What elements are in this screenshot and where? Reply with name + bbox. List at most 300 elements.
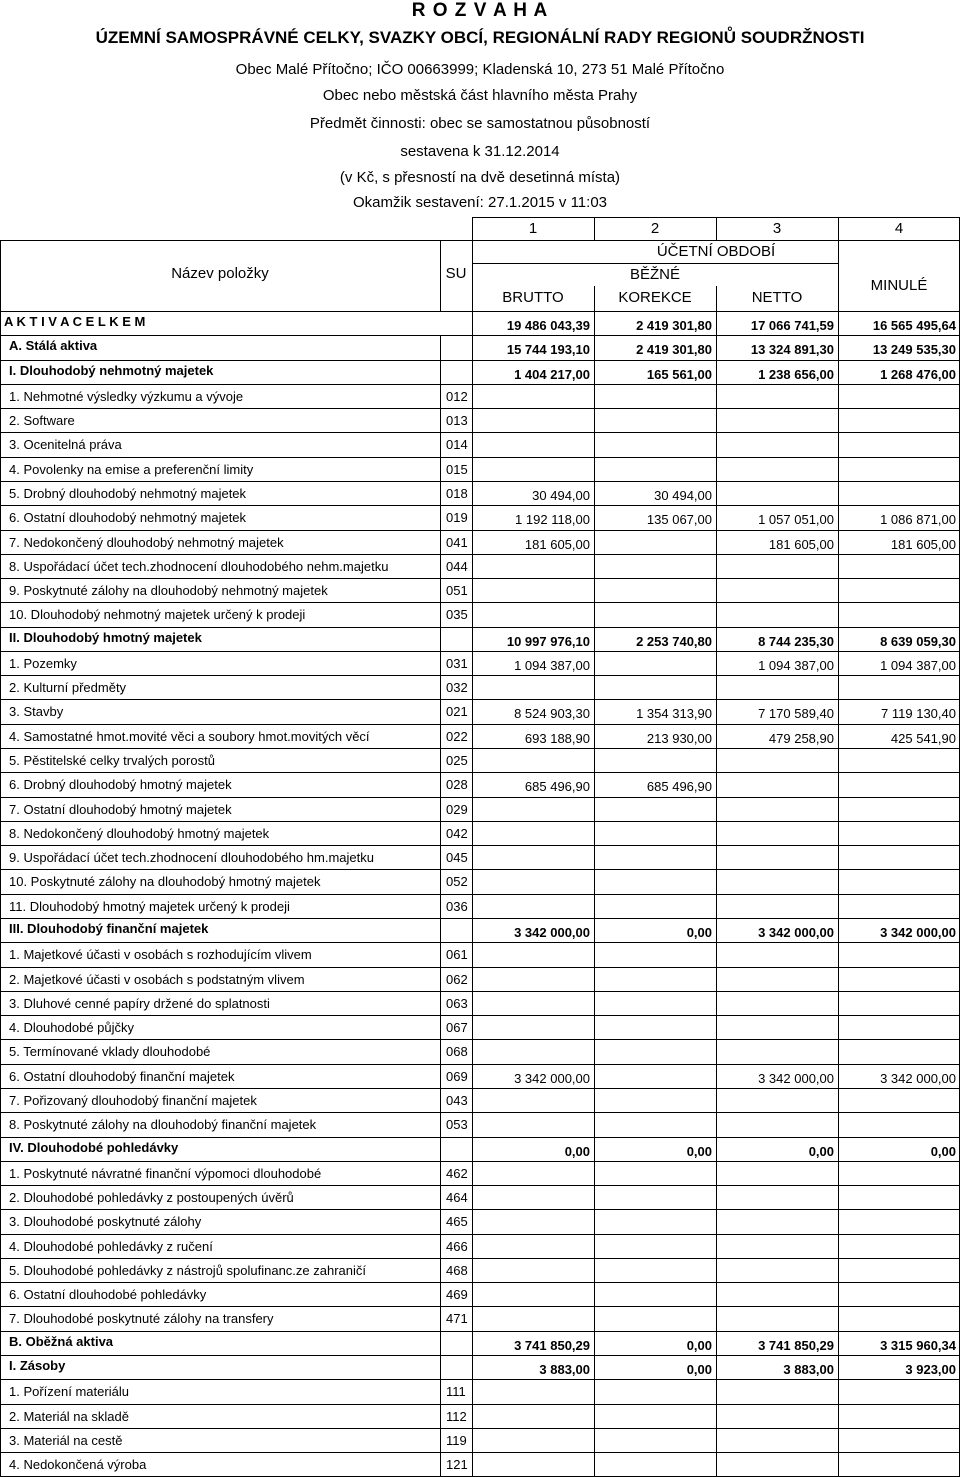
grid-line [594,1064,595,1088]
grid-line [472,1306,473,1330]
entity-type-line: Obec nebo městská část hlavního města Prahy [322,87,638,104]
grid-line [716,481,717,505]
grid-line [0,481,1,505]
row-label: 11. Dlouhodobý hmotný majetek určený k prodeji [9,898,290,914]
grid-line [440,408,441,432]
grid-line [440,772,441,796]
grid-line [838,942,839,966]
period-header: ÚČETNÍ OBDOBÍ [656,243,776,260]
value-minule: 8 639 059,30 [880,633,956,649]
grid-line [472,1015,473,1039]
grid-line [716,1306,717,1330]
grid-line [594,1428,595,1452]
su-code: 068 [446,1044,468,1060]
grid-line [472,384,473,408]
value-brutto: 8 524 903,30 [514,706,590,722]
grid-line [0,1112,960,1113]
grid-line [838,457,839,481]
grid-line [0,240,1,311]
grid-line [594,1452,595,1476]
value-brutto: 1 094 387,00 [514,657,590,673]
grid-line [440,1404,441,1428]
row-label: 3. Dlouhodobé poskytnuté zálohy [9,1214,202,1230]
value-brutto: 15 744 193,10 [506,342,590,358]
value-brutto: 181 605,00 [524,536,590,552]
grid-line [0,894,960,895]
grid-line [838,967,839,991]
value-netto: 1 238 656,00 [758,366,834,382]
row-label: 10. Dlouhodobý nehmotný majetek určený k prodeji [9,607,306,623]
grid-line [472,263,838,264]
grid-line [716,602,717,626]
grid-line [472,845,473,869]
grid-line [0,360,1,384]
grid-line [838,797,839,821]
grid-line [0,627,960,628]
grid-line [0,1209,1,1233]
timestamp-line: Okamžik sestavení: 27.1.2015 v 11:03 [352,194,608,211]
value-korekce: 30 494,00 [654,487,712,503]
grid-line [440,1015,441,1039]
grid-line [0,1064,960,1065]
grid-line [0,408,1,432]
grid-line [594,942,595,966]
grid-line [440,821,441,845]
row-label: 6. Ostatní dlouhodobý nehmotný majetek [9,510,247,526]
su-code: 052 [446,874,468,890]
grid-line [0,1331,1,1355]
row-label: 8. Poskytnuté zálohy na dlouhodobý finanční majetek [9,1117,317,1133]
row-label: 1. Majetkové účasti v osobách s rozhodujícím vlivem [9,947,312,963]
grid-line [838,1404,839,1428]
value-brutto: 3 741 850,29 [514,1337,590,1353]
su-code: 025 [446,753,468,769]
row-label: 3. Materiál na cestě [9,1432,123,1448]
su-code: 014 [446,437,468,453]
value-minule: 7 119 130,40 [881,706,956,722]
row-label: 1. Poskytnuté návratné finanční výpomoci dlouhodobé [9,1165,322,1181]
grid-line [716,967,717,991]
grid-line [838,1282,839,1306]
grid-line [472,1161,473,1185]
grid-line [0,651,960,652]
grid-line [0,748,960,749]
row-label: 8. Uspořádací účet tech.zhodnocení dlouhodobého nehm.majetku [9,558,389,574]
grid-line [0,578,960,579]
row-label: 4. Samostatné hmot.movité věci a soubory hmot.movitých věcí [9,728,370,744]
grid-line [838,432,839,456]
grid-line [594,1379,595,1403]
grid-line [0,1209,960,1210]
grid-line [472,991,473,1015]
value-netto: 3 342 000,00 [758,925,834,940]
grid-line [0,1015,960,1016]
previous-period-header: MINULÉ [870,277,928,294]
grid-line [838,217,839,311]
grid-line [472,602,473,626]
row-label: 3. Stavby [9,704,64,720]
grid-line [440,942,441,966]
grid-line [594,845,595,869]
grid-line [0,432,1,456]
grid-line [0,724,1,748]
grid-line [594,286,595,311]
grid-line [0,1282,960,1283]
row-label: 4. Nedokončená výroba [9,1457,147,1473]
grid-line [838,1379,839,1403]
su-code: 067 [446,1020,468,1036]
grid-line [716,942,717,966]
value-korekce: 165 561,00 [646,366,712,382]
su-code: 029 [446,801,468,817]
grid-line [594,1306,595,1330]
grid-line [716,1112,717,1136]
row-label: 7. Pořizovaný dlouhodobý finanční majetek [9,1092,257,1108]
document-subtitle: ÚZEMNÍ SAMOSPRÁVNÉ CELKY, SVAZKY OBCÍ, REGIONÁLNÍ RADY REGIONŮ SOUDRŽNOSTI [95,28,865,47]
grid-line [716,772,717,796]
entity-info-line: Obec Malé Přítočno; IČO 00663999; Kladenská 10, 273 51 Malé Přítočno [235,61,725,78]
grid-line [440,724,441,748]
grid-line [838,675,839,699]
row-label: 7. Nedokončený dlouhodobý nehmotný majetek [9,534,284,550]
value-brutto: 3 342 000,00 [514,1070,590,1086]
grid-line [838,869,839,893]
grid-line [594,602,595,626]
value-brutto: 3 342 000,00 [514,925,590,940]
su-code: 042 [446,825,468,841]
row-label: 1. Nehmotné výsledky výzkumu a vývoje [9,388,244,404]
su-code: 021 [446,704,468,720]
grid-line [440,1137,441,1161]
column-number-1: 1 [528,220,538,237]
value-minule: 3 923,00 [905,1362,956,1378]
grid-line [472,1282,473,1306]
grid-line [838,1428,839,1452]
row-label: 1. Pozemky [9,655,77,671]
grid-line [0,602,1,626]
grid-line [440,1088,441,1112]
grid-line [0,651,1,675]
grid-line [440,481,441,505]
grid-line [716,1428,717,1452]
column-header-su: SU [445,265,467,282]
grid-line [472,942,473,966]
grid-line [594,554,595,578]
grid-line [440,894,441,918]
grid-line [0,432,960,433]
row-label: 6. Ostatní dlouhodobé pohledávky [9,1287,207,1303]
su-code: 019 [446,510,468,526]
grid-line [440,602,441,626]
row-label: 4. Dlouhodobé půjčky [9,1020,135,1036]
grid-line [716,384,717,408]
su-code: 464 [446,1190,468,1206]
value-netto: 3 342 000,00 [758,1070,834,1086]
grid-line [0,699,1,723]
grid-line [0,311,960,312]
grid-line [0,991,1,1015]
grid-line [716,797,717,821]
grid-line [472,1428,473,1452]
korekce-header: KOREKCE [618,289,692,306]
column-number-3: 3 [772,220,782,237]
grid-line [716,457,717,481]
grid-line [716,845,717,869]
grid-line [0,481,960,482]
grid-line [472,894,473,918]
grid-line [716,1258,717,1282]
grid-line [0,627,1,651]
grid-line [716,432,717,456]
section-label: II. Dlouhodobý hmotný majetek [9,629,202,645]
grid-line [594,1209,595,1233]
value-korekce: 1 354 313,90 [636,706,712,722]
value-minule: 13 249 535,30 [872,342,956,358]
grid-line [0,1258,1,1282]
value-minule: 1 268 476,00 [880,366,956,382]
grid-line [472,1088,473,1112]
section-label: I. Dlouhodobý nehmotný majetek [9,362,214,378]
section-label: IV. Dlouhodobé pohledávky [9,1139,179,1155]
value-korekce: 2 419 301,80 [636,318,712,333]
grid-line [0,1234,960,1235]
su-code: 044 [446,558,468,574]
row-label: 2. Software [9,413,75,429]
row-label: 5. Termínované vklady dlouhodobé [9,1044,211,1060]
su-code: 045 [446,850,468,866]
value-korekce: 2 253 740,80 [636,633,712,649]
grid-line [0,1355,960,1356]
value-korekce: 0,00 [686,1362,712,1378]
grid-line [0,797,1,821]
grid-line [0,821,960,822]
su-code: 031 [446,655,468,671]
grid-line [594,1234,595,1258]
su-code: 468 [446,1262,468,1278]
grid-line [0,335,960,336]
grid-line [440,1185,441,1209]
grid-line [716,1088,717,1112]
grid-line [0,1088,1,1112]
su-code: 119 [446,1432,467,1448]
su-code: 043 [446,1092,468,1108]
grid-line [440,918,441,942]
row-label: 3. Dluhové cenné papíry držené do splatnosti [9,995,270,1011]
grid-line [0,1137,1,1161]
grid-line [0,869,1,893]
grid-line [472,1234,473,1258]
grid-line [716,821,717,845]
grid-line [0,1428,960,1429]
grid-line [838,1209,839,1233]
su-code: 015 [446,461,468,477]
grid-line [0,1404,960,1405]
grid-line [0,894,1,918]
row-label: 5. Dlouhodobé pohledávky z nástrojů spolufinanc.ze zahraničí [9,1262,367,1278]
grid-line [594,578,595,602]
grid-line [0,578,1,602]
su-code: 012 [446,388,468,404]
activity-line: Předmět činnosti: obec se samostatnou působností [309,115,651,132]
grid-line [716,286,717,311]
grid-line [472,457,473,481]
grid-line [0,942,960,943]
su-code: 069 [446,1068,468,1084]
value-korekce: 0,00 [686,925,712,940]
value-netto: 8 744 235,30 [758,633,834,649]
su-code: 111 [446,1384,466,1400]
row-label: 2. Dlouhodobé pohledávky z postoupených úvěrů [9,1190,294,1206]
row-label: 10. Poskytnuté zálohy na dlouhodobý hmotný majetek [9,874,321,890]
grid-line [716,1234,717,1258]
value-minule: 3 342 000,00 [880,1070,956,1086]
grid-line [0,1452,1,1476]
grid-line [440,1355,441,1379]
grid-line [440,675,441,699]
row-label: 3. Ocenitelná práva [9,437,122,453]
grid-line [440,360,441,384]
grid-line [594,821,595,845]
grid-line [472,217,473,311]
grid-line [0,311,1,335]
grid-line [0,724,960,725]
grid-line [440,1258,441,1282]
row-label: 2. Kulturní předměty [9,680,127,696]
grid-line [838,578,839,602]
grid-line [0,772,1,796]
row-label: 6. Drobný dlouhodobý hmotný majetek [9,777,232,793]
value-brutto: 3 883,00 [539,1362,590,1378]
grid-line [440,991,441,1015]
value-korekce: 0,00 [686,1143,712,1159]
grid-line [716,894,717,918]
grid-line [440,335,441,359]
column-header-name: Název položky [171,265,269,282]
grid-line [838,554,839,578]
value-korekce: 685 496,90 [646,779,712,795]
grid-line [0,1379,960,1380]
grid-line [472,675,473,699]
grid-line [716,1379,717,1403]
grid-line [838,845,839,869]
value-brutto: 693 188,90 [524,730,590,746]
grid-line [594,1282,595,1306]
row-label: 7. Dlouhodobé poskytnuté zálohy na transfery [9,1311,274,1327]
section-label: A. Stálá aktiva [9,338,98,354]
grid-line [838,1234,839,1258]
row-label: 5. Pěstitelské celky trvalých porostů [9,753,215,769]
grid-line [0,918,960,919]
grid-line [838,602,839,626]
su-code: 018 [446,485,468,501]
grid-line [594,432,595,456]
grid-line [0,1404,1,1428]
grid-line [838,1258,839,1282]
grid-line [0,1112,1,1136]
grid-line [838,1185,839,1209]
grid-line [0,918,1,942]
current-period-header: BĚŽNÉ [629,266,680,283]
value-minule: 1 094 387,00 [880,657,956,673]
grid-line [838,1161,839,1185]
grid-line [0,869,960,870]
netto-header: NETTO [751,289,803,306]
grid-line [0,748,1,772]
grid-line [0,991,960,992]
grid-line [594,1161,595,1185]
grid-line [716,1185,717,1209]
row-label: 2. Majetkové účasti v osobách s podstatným vlivem [9,971,305,987]
grid-line [440,505,441,529]
grid-line [0,335,1,359]
value-netto: 3 741 850,29 [758,1337,834,1353]
grid-line [716,408,717,432]
su-code: 036 [446,898,468,914]
grid-line [440,578,441,602]
grid-line [0,554,1,578]
grid-line [0,360,960,361]
grid-line [0,1088,960,1089]
value-korekce: 2 419 301,80 [636,342,712,358]
grid-line [594,894,595,918]
grid-line [0,457,1,481]
grid-line [594,748,595,772]
grid-line [440,967,441,991]
grid-line [0,797,960,798]
document-title: R O Z V A H A [411,0,549,21]
grid-line [594,991,595,1015]
grid-line [0,1015,1,1039]
row-label: 4. Dlouhodobé pohledávky z ručení [9,1238,213,1254]
value-minule: 0,00 [930,1143,956,1159]
value-brutto: 0,00 [564,1143,590,1159]
grid-line [0,772,960,773]
grid-line [0,408,960,409]
value-brutto: 685 496,90 [524,779,590,795]
row-label: 1. Pořízení materiálu [9,1384,129,1400]
value-minule: 3 342 000,00 [880,925,956,940]
grid-line [594,1112,595,1136]
grid-line [0,384,1,408]
grid-line [440,432,441,456]
value-minule: 425 541,90 [890,730,956,746]
row-label: 9. Uspořádací účet tech.zhodnocení dlouhodobého hm.majetku [9,850,374,866]
grid-line [440,1379,441,1403]
grid-line [594,1185,595,1209]
grid-line [0,1161,1,1185]
grid-line [0,1039,1,1063]
grid-line [472,1209,473,1233]
grid-line [440,1209,441,1233]
su-code: 471 [446,1311,468,1327]
row-label: 6. Ostatní dlouhodobý finanční majetek [9,1068,235,1084]
su-code: 041 [446,534,468,550]
grid-line [440,1039,441,1063]
value-netto: 1 094 387,00 [758,657,834,673]
brutto-header: BRUTTO [502,289,564,306]
value-brutto: 30 494,00 [532,487,590,503]
grid-line [838,481,839,505]
section-label: I. Zásoby [9,1358,66,1374]
grid-line [472,1185,473,1209]
su-code: 062 [446,971,468,987]
grid-line [440,627,441,651]
value-minule: 16 565 495,64 [872,318,956,333]
su-code: 035 [446,607,468,623]
value-netto: 13 324 891,30 [750,342,834,358]
value-minule: 1 086 871,00 [880,512,956,528]
grid-line [594,530,595,554]
